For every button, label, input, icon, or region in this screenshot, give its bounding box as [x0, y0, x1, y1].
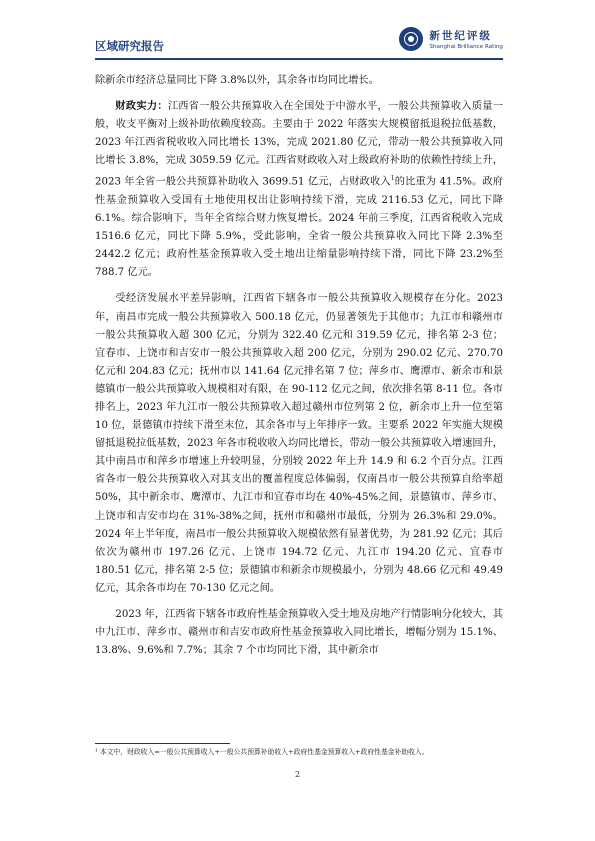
footnote: ¹ 本文中，财政收入=一般公共预算收入+一般公共预算补助收入+政府性基金预算收入+政府性基金补助收入。: [95, 748, 429, 756]
paragraph-fiscal-strength: [95, 98, 503, 282]
paragraph: 2023 年，江西省下辖各市政府性基金预算收入受土地及房地产行情影响分化较大，其中九江市、萍乡市、赣州市和吉安市政府性基金预算收入同比增长，增幅分别为 15.1%、13.8%、9.6%和 7.7%；其余 7 个市均同比下滑，其中新余市: [95, 609, 503, 657]
page-header: [95, 24, 503, 58]
paragraph: 受经济发展水平差异影响，江西省下辖各市一般公共预算收入规模存在分化。2023 年，南昌市完成一般公共预算收入 500.18 亿元，仍显著领先于其他市；九江市和赣州市一般公共预算收入超 300 亿元，分别为 322.40 亿元和 319.59 亿元，排名第 2-3 位；宜春市、上饶市和吉安市一般公共预算收入超 200 亿元，分别为 290.02 亿元、270.70 亿元和 204.83 亿元；抚州市以 141.64 亿元排名第 7 位；萍乡市、鹰潭市、新余市和景德镇市一般公共预算收入规模相对有限，在 90-112 亿元之间，依次排名第 8-11 位。各市排名上，2023 年九江市一般公共预算收入超过赣州市位列第 2 位，新余市上升一位至第 10 位，景德镇市持续下滑至末位，其余各市与上年排序一致。主要系 2022 年实施大规模留抵退税拉低基数，2023 年各市税收收入均同比增长，带动一般公共预算收入增速回升，其中南昌市和萍乡市增速上升较明显，分别较 2022 年上升 14.9 和 6.2 个百分点。江西省各市一般公共预算收入对其支出的覆盖程度总体偏弱，仅南昌市一般公共预算自给率超 50%，其中新余市、鹰潭市、九江市和宜春市均在 40%-45%之间，景德镇市、萍乡市、上饶市和吉安市均在 31%-38%之间，抚州市和赣州市最低，分别为 26.3%和 29.0%。2024 年上半年度，南昌市一般公共预算收入规模依然有显著优势，为 281.92 亿元；其后依次为赣州市 197.26 亿元、上饶市 194.72 亿元、九江市 194.20 亿元、宜春市 180.51 亿元，排名第 2-5 位；景德镇市和新余市规模最小，分别为 48.66 亿元和 49.49 亿元，其余各市均在 70-130 亿元之间。: [95, 293, 503, 594]
brand-logo: [399, 24, 503, 54]
page-number: 2: [294, 770, 301, 779]
paragraph: 除新余市经济总量同比下降 3.8%以外，其余各市均同比增长。: [95, 75, 379, 86]
paragraph-lead: 财政实力：: [115, 101, 168, 113]
paragraph-text: 江西省一般公共预算收入在全国处于中游水平，一般公共预算收入质量一般，收支平衡对上级补助依赖度较高。主要由于 2022 年落实大规模留抵退税拉低基数，2023 年江西省税收收入同比增长 13%，完成 2021.80 亿元，带动一般公共预算收入同比增长 3.8%，完成 3059.59 亿元。江西省财政收入对上级政府补助的依赖性持续上升，2023 年全省一般公共预算补助收入 3699.51 亿元，占财政收入: [95, 101, 503, 188]
seal-icon: [399, 27, 423, 51]
footnote-ref[interactable]: 1: [390, 175, 395, 183]
footnote-rule: [95, 743, 230, 744]
header-title: 区域研究报告: [95, 39, 164, 53]
report-body: [95, 72, 503, 668]
header-rule: [95, 58, 503, 60]
logo-name-en: Shanghai Brilliance Rating: [429, 44, 503, 50]
paragraph-text: 的比重为 41.5%。政府性基金预算收入受国有土地使用权出让影响持续下滑，完成 2116.53 亿元，同比下降 6.1%。综合影响下，当年全省综合财力恢复增长。2024 年前三季度，江西省税收入完成 1516.6 亿元，同比下降 5.9%，受此影响，全省一般公共预算收入同比下降 2.3%至 2442.2 亿元；政府性基金预算收入受土地出让缩量影响持续下滑，同比下降 23.2%至 788.7 亿元。: [95, 176, 503, 279]
logo-name-cn: 新世纪评级: [429, 30, 492, 42]
